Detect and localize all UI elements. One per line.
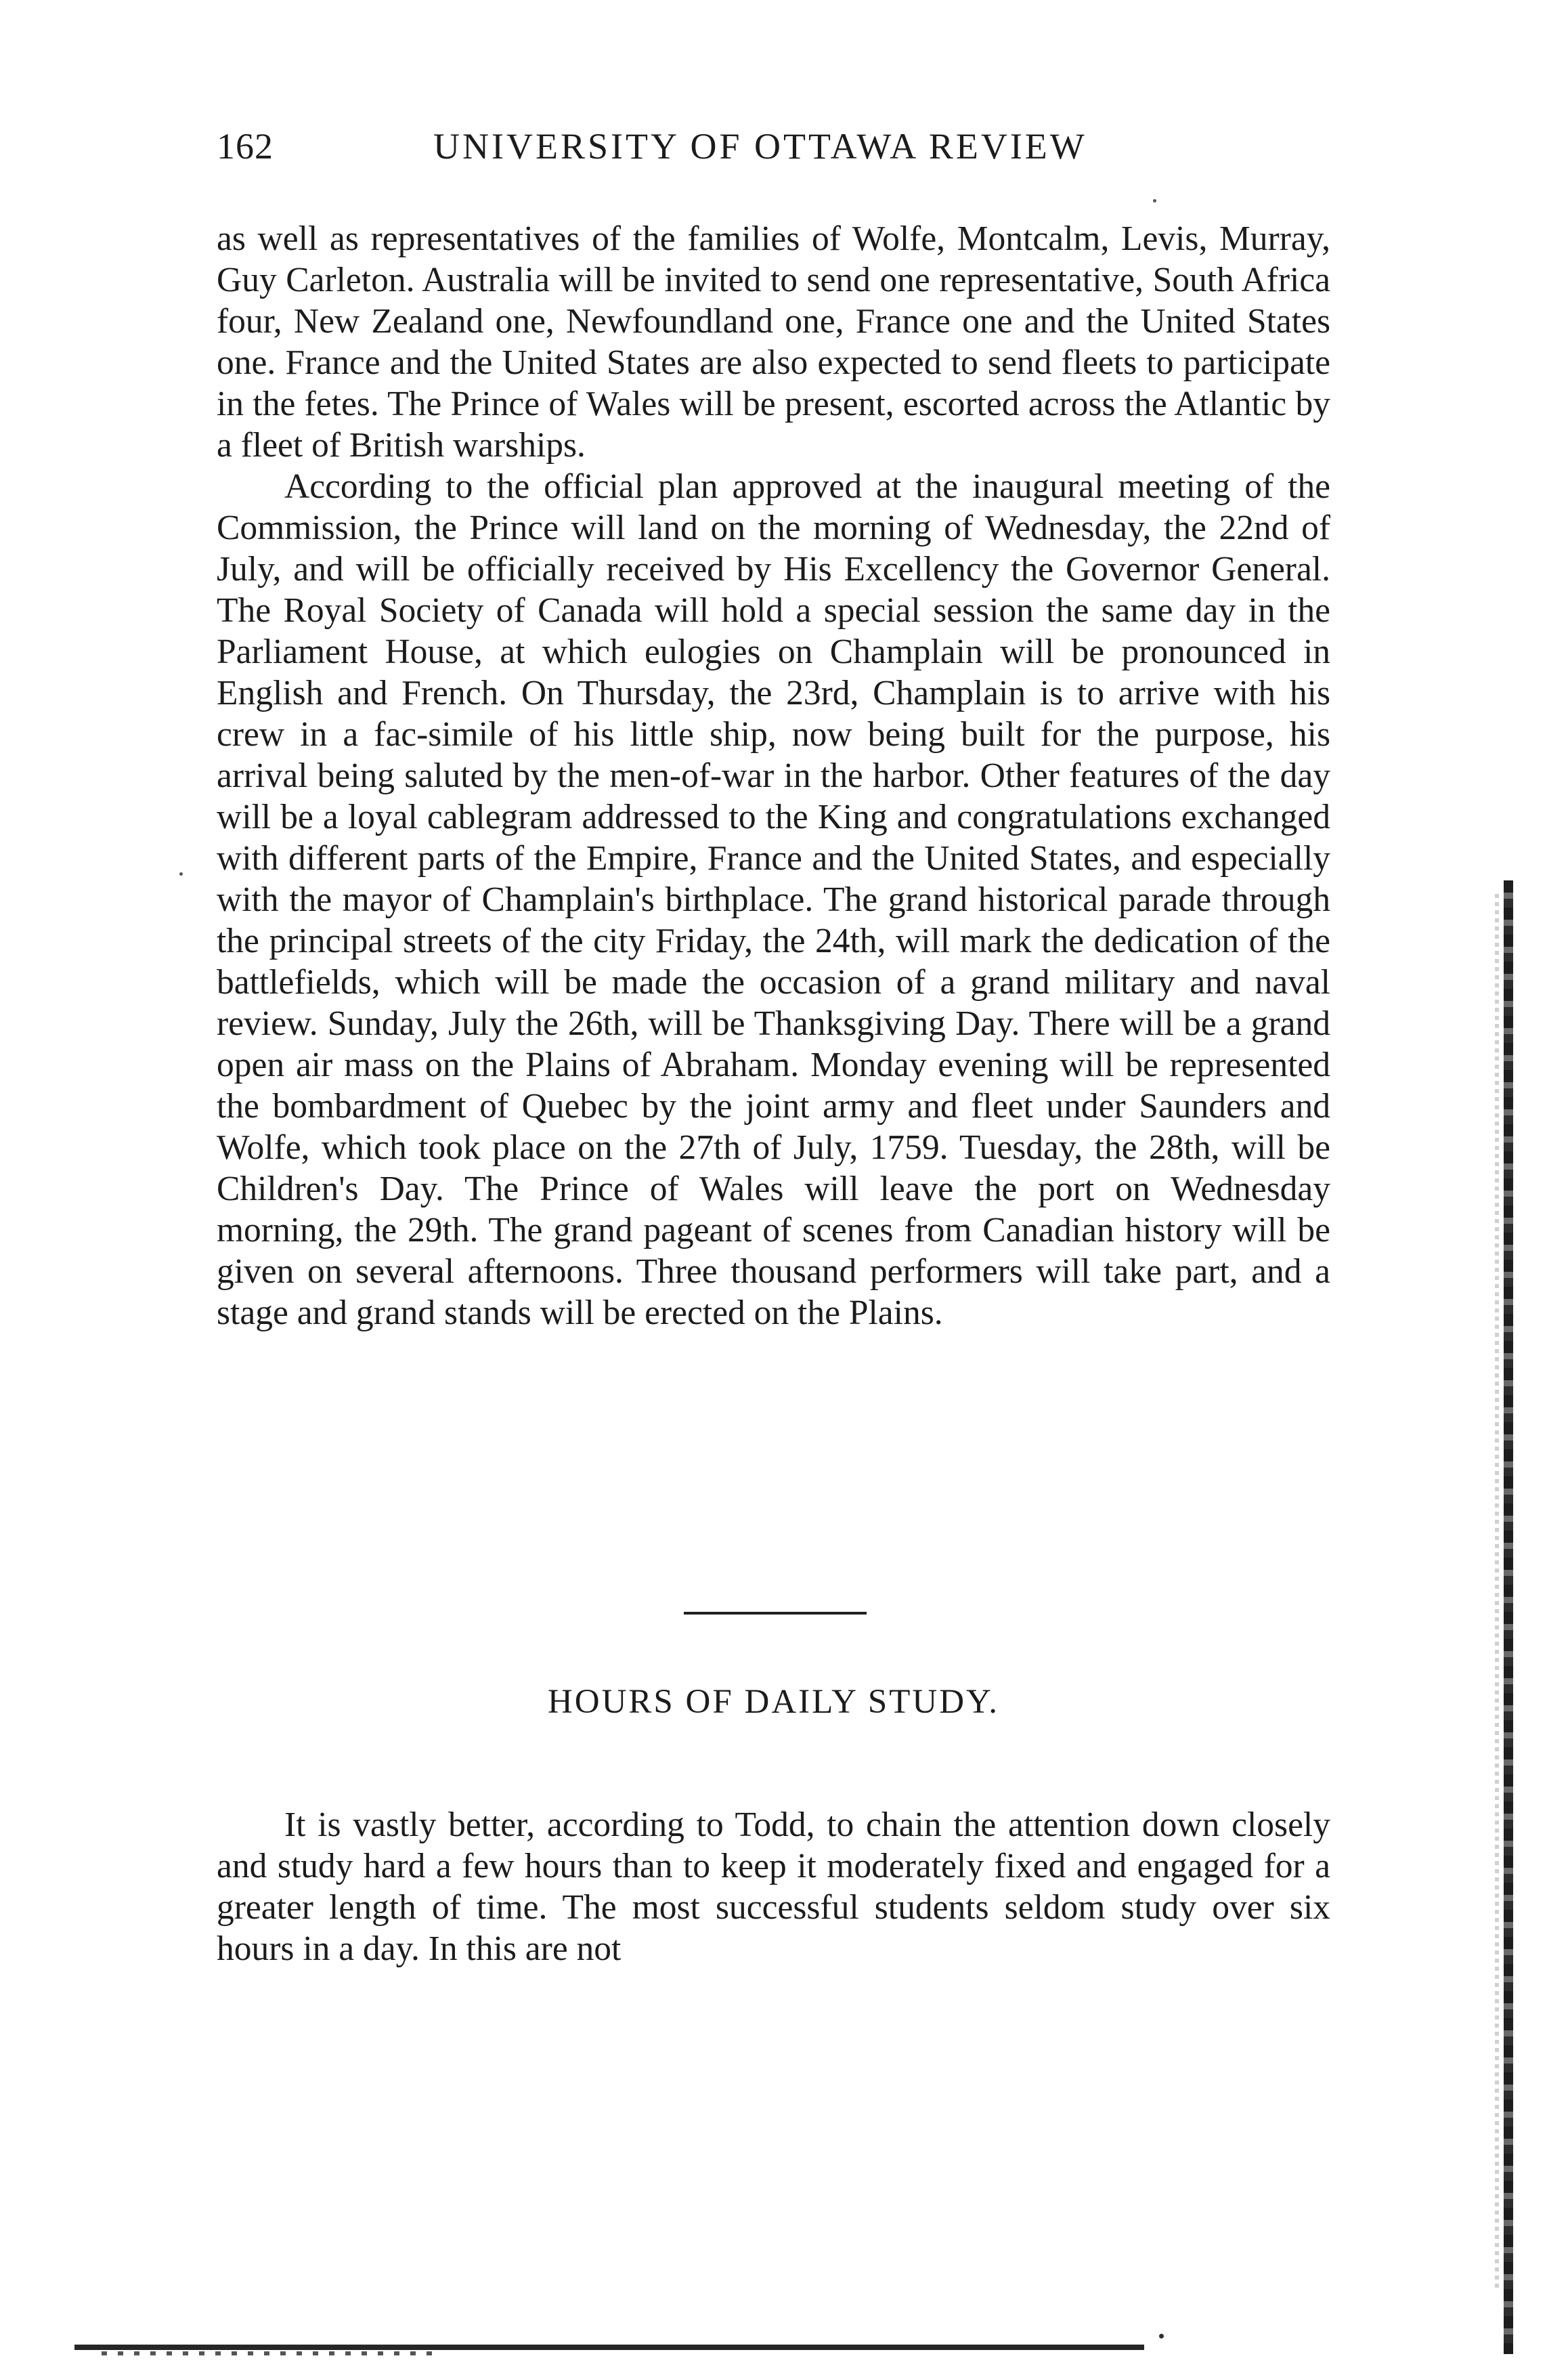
page-bottom-speckle xyxy=(102,2351,440,2355)
section-divider-rule xyxy=(684,1612,867,1615)
page-binding-edge xyxy=(1504,880,1513,2354)
paragraph-representatives: as well as representatives of the families of Wolfe, Montcalm, Levis, Murray, Guy Carleton. Australia will be invited to send one representative, South Africa four, New Zealand one, Newfoundland one, France one and the United States one. France and the United States are also expected to send fleets to participate in the fetes. The Prince of Wales will be present, escorted across the Atlantic by a fleet of British warships. xyxy=(217,219,1330,465)
margin-speck xyxy=(179,872,183,876)
margin-speck xyxy=(1159,2334,1164,2338)
running-head: UNIVERSITY OF OTTAWA REVIEW xyxy=(433,126,1087,167)
paragraph-official-plan: According to the official plan approved at the inaugural meeting of the Commission, the Prince will land on the morning of Wednesday, the 22nd of July, and will be officially received by His Excellency the Governor General. The Royal Society of Canada will hold a special session the same day in the Parliament House, at which eulogies on Champlain will be pronounced in English and French. On Thursday, the 23rd, Champlain is to arrive with his crew in a fac-simile of his little ship, now being built for the purpose, his arrival being saluted by the men-of-war in the harbor. Other features of the day will be a loyal cablegram addressed to the King and congratulations exchanged with different parts of the Empire, France and the United States, and especially with the mayor of Champlain's birthplace. The grand historical parade through the principal streets of the city Friday, the 24th, will mark the dedication of the battlefields, which will be made the occasion of a grand military and naval review. Sunday, July the 26th, will be Thanksgiving Day. There will be a grand open air mass on the Plains of Abraham. Monday evening will be represented the bombardment of Quebec by the joint army and fleet under Saunders and Wolfe, which took place on the 27th of July, 1759. Tuesday, the 28th, will be Children's Day. The Prince of Wales will leave the port on Wednesday morning, the 29th. The grand pageant of scenes from Canadian history will be given on several afternoons. Three thousand performers will take part, and a stage and grand stands will be erected on the Plains. xyxy=(217,467,1330,1332)
section-body xyxy=(217,1804,1330,1969)
page-edge-shadow xyxy=(1495,894,1499,2289)
margin-speck xyxy=(1153,199,1156,202)
page-bottom-edge xyxy=(74,2345,1144,2350)
paragraph-daily-study: It is vastly better, according to Todd, to chain the attention down closely and study hard a few hours than to keep it moderately fixed and engaged for a greater length of time. The most successful students seldom study over six hours in a day. In this are not xyxy=(217,1806,1330,1968)
page-header xyxy=(0,0,1568,223)
page-number: 162 xyxy=(217,126,274,167)
article-continuation xyxy=(217,218,1330,1333)
section-title: HOURS OF DAILY STUDY. xyxy=(547,1683,1000,1721)
